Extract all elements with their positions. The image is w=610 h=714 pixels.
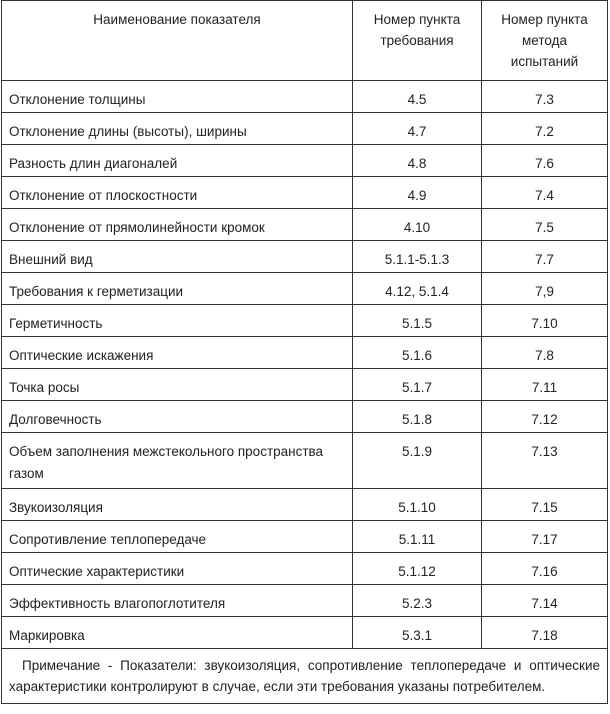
row-method: 7.3 (482, 81, 608, 113)
row-name: Внешний вид (2, 241, 353, 273)
row-name: Отклонение от плоскостности (2, 177, 353, 209)
row-method: 7.6 (482, 145, 608, 177)
row-method: 7.17 (482, 521, 608, 553)
row-name: Долговечность (2, 401, 353, 433)
row-name: Эффективность влагопоглотителя (2, 585, 353, 617)
table-row (2, 113, 608, 145)
row-method: 7.4 (482, 177, 608, 209)
row-method: 7,9 (482, 273, 608, 305)
row-name: Точка росы (2, 369, 353, 401)
row-req: 5.3.1 (353, 617, 482, 649)
row-name: Звукоизоляция (2, 489, 353, 521)
row-method: 7.15 (482, 489, 608, 521)
table-note: Примечание - Показатели: звукоизоляция, сопротивление теплопередаче и оптические характеристики контролируют в случае, если эти требования указаны потребителем. (2, 649, 608, 704)
table-row (2, 401, 608, 433)
row-req: 5.1.1-5.1.3 (353, 241, 482, 273)
row-method: 7.7 (482, 241, 608, 273)
row-method: 7.2 (482, 113, 608, 145)
row-name: Сопротивление теплопередаче (2, 521, 353, 553)
row-req: 5.1.5 (353, 305, 482, 337)
row-name: Разность длин диагоналей (2, 145, 353, 177)
table-row (2, 617, 608, 649)
table-row (2, 241, 608, 273)
header-req: Номер пункта требования (353, 1, 482, 81)
row-method: 7.12 (482, 401, 608, 433)
header-method: Номер пункта метода испытаний (482, 1, 608, 81)
table-row (2, 489, 608, 521)
requirements-table (1, 0, 608, 704)
row-name: Отклонение длины (высоты), ширины (2, 113, 353, 145)
row-req: 4.8 (353, 145, 482, 177)
row-name: Оптические искажения (2, 337, 353, 369)
row-method: 7.11 (482, 369, 608, 401)
row-name: Отклонение от прямолинейности кромок (2, 209, 353, 241)
table-row (2, 585, 608, 617)
row-req: 5.1.8 (353, 401, 482, 433)
table-row (2, 521, 608, 553)
table-body (2, 81, 608, 704)
header-name: Наименование показателя (2, 1, 353, 81)
row-name: Маркировка (2, 617, 353, 649)
row-method: 7.5 (482, 209, 608, 241)
row-name: Отклонение толщины (2, 81, 353, 113)
row-req: 4.7 (353, 113, 482, 145)
row-name: Оптические характеристики (2, 553, 353, 585)
row-req: 4.5 (353, 81, 482, 113)
row-method: 7.14 (482, 585, 608, 617)
table-row (2, 553, 608, 585)
row-method: 7.8 (482, 337, 608, 369)
table-row (2, 369, 608, 401)
row-req: 4.9 (353, 177, 482, 209)
row-method: 7.13 (482, 433, 608, 489)
row-name: Требования к герметизации (2, 273, 353, 305)
table-row (2, 433, 608, 489)
row-req: 5.2.3 (353, 585, 482, 617)
table-row (2, 209, 608, 241)
row-name: Объем заполнения межстекольного пространства газом (2, 433, 353, 489)
row-req: 5.1.9 (353, 433, 482, 489)
row-req: 5.1.10 (353, 489, 482, 521)
row-req: 4.12, 5.1.4 (353, 273, 482, 305)
row-req: 4.10 (353, 209, 482, 241)
note-row (2, 649, 608, 704)
table-header-row (2, 1, 608, 81)
row-name: Герметичность (2, 305, 353, 337)
table-row (2, 81, 608, 113)
table-row (2, 145, 608, 177)
row-method: 7.18 (482, 617, 608, 649)
row-req: 5.1.12 (353, 553, 482, 585)
table-row (2, 337, 608, 369)
row-method: 7.16 (482, 553, 608, 585)
table-row (2, 177, 608, 209)
table-row (2, 273, 608, 305)
table-row (2, 305, 608, 337)
row-method: 7.10 (482, 305, 608, 337)
row-req: 5.1.7 (353, 369, 482, 401)
row-req: 5.1.11 (353, 521, 482, 553)
row-req: 5.1.6 (353, 337, 482, 369)
